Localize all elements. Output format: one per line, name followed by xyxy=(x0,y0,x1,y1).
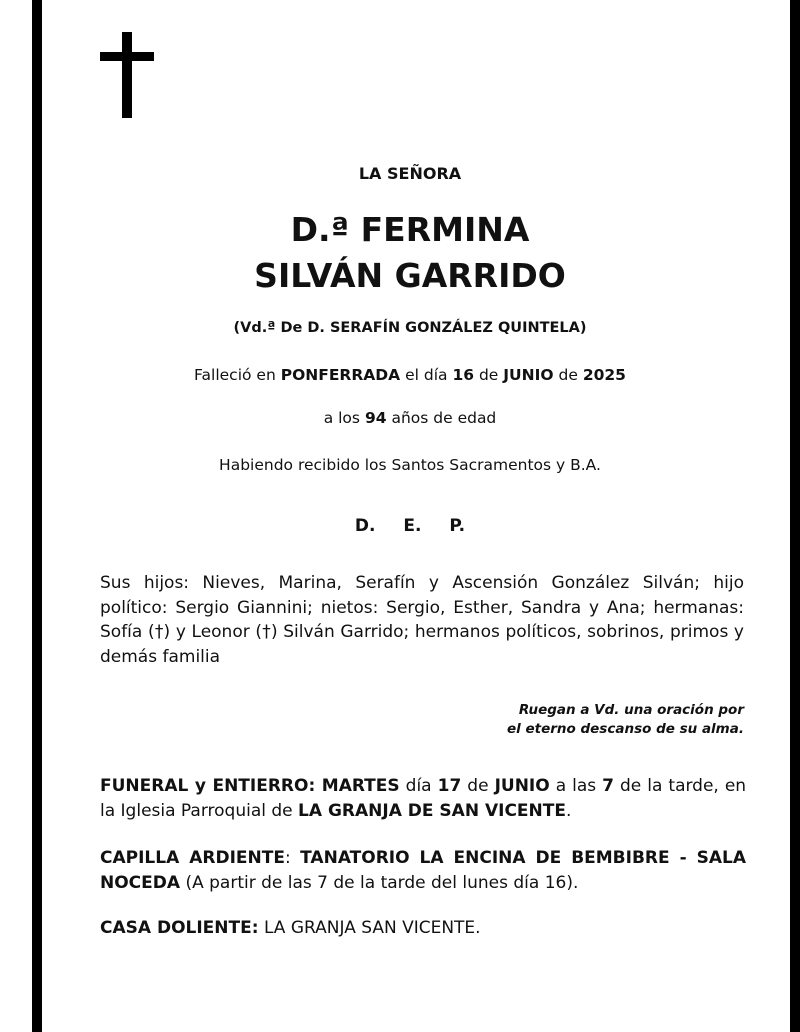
prayer-line-1: Ruegan a Vd. una oración por xyxy=(518,702,744,718)
age-years: 94 xyxy=(364,409,387,427)
latin-cross-icon xyxy=(100,32,154,118)
name-line-1: D.ª FERMINA xyxy=(290,210,530,249)
name-line-2: SILVÁN GARRIDO xyxy=(254,256,566,295)
death-day: 16 xyxy=(452,366,475,384)
funeral-label: FUNERAL y ENTIERRO: MARTES xyxy=(100,776,400,796)
left-border xyxy=(32,0,42,1032)
funeral-church: LA GRANJA DE SAN VICENTE xyxy=(298,800,566,821)
deceased-name xyxy=(60,207,760,299)
capilla-info: CAPILLA ARDIENTE: TANATORIO LA ENCINA DE BEMBIBRE - SALA NOCEDA (A partir de las 7 de la tarde del lunes día 16). xyxy=(100,848,747,893)
prayer-request xyxy=(380,701,744,739)
funeral-info: FUNERAL y ENTIERRO: MARTES día 17 de JUNIO a las 7 de la tarde, en la Iglesia Parroquial de LA GRANJA DE SAN VICENTE. xyxy=(100,776,747,821)
funeral-month: JUNIO xyxy=(494,776,550,796)
family-list: Sus hijos: Nieves, Marina, Serafín y Ascensión González Silván; hijo político: Sergio Giannini; nietos: Sergio, Esther, Sandra y Ana; hermanas: Sofía (†) y Leonor (†) Silván Garrido; hermanos políticos, sobrinos, primos y demás familia xyxy=(100,573,744,667)
widow-of: (Vd.ª De D. SERAFÍN GONZÁLEZ QUINTELA) xyxy=(233,320,587,336)
age-line: a los 94 años de edad xyxy=(323,409,497,427)
prayer-line-2: el eterno descanso de su alma. xyxy=(507,721,744,737)
sacraments-line: Habiendo recibido los Santos Sacramentos y B.A. xyxy=(219,456,601,474)
casa-value: LA GRANJA SAN VICENTE. xyxy=(263,918,481,938)
capilla-note: (A partir de las 7 de la tarde del lunes día 16). xyxy=(185,872,579,893)
capilla-label: CAPILLA ARDIENTE xyxy=(100,848,285,868)
death-year: 2025 xyxy=(582,366,626,384)
death-month: JUNIO xyxy=(503,366,554,384)
death-notice: Falleció en PONFERRADA el día 16 de JUNIO de 2025 xyxy=(194,366,626,384)
title: LA SEÑORA xyxy=(358,164,462,183)
right-border xyxy=(790,0,800,1032)
casa-label: CASA DOLIENTE: xyxy=(100,918,259,938)
capilla-place: TANATORIO LA ENCINA DE BEMBIBRE - SALA NOCEDA xyxy=(100,848,747,893)
casa-info xyxy=(100,916,746,941)
dep-line: D. E. P. xyxy=(354,516,466,536)
funeral-day: 17 xyxy=(437,776,462,796)
funeral-hour: 7 xyxy=(602,776,614,796)
death-place: PONFERRADA xyxy=(280,366,401,384)
